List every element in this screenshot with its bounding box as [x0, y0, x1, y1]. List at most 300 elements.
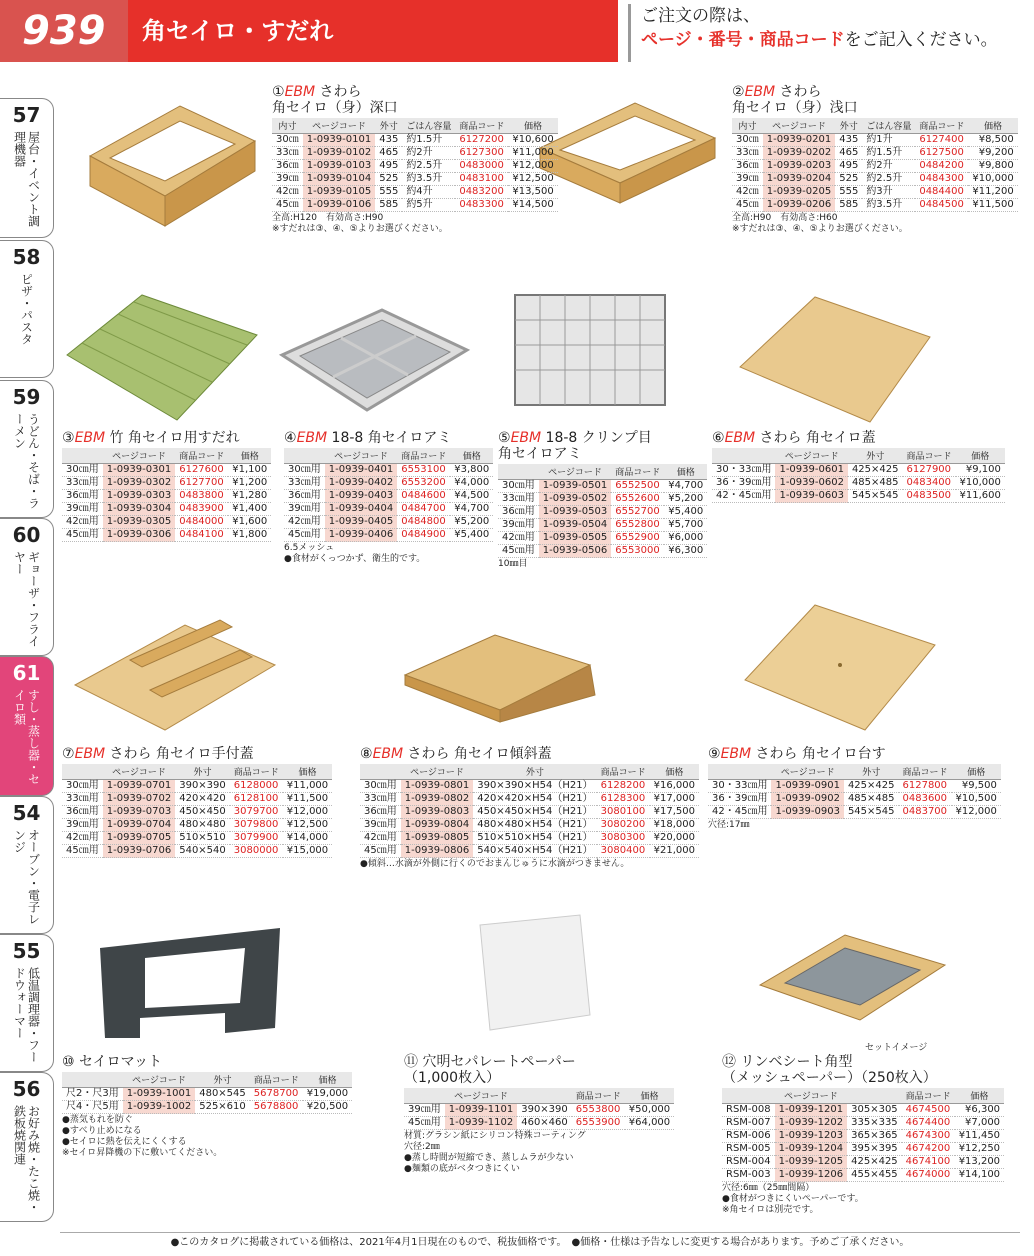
table-cell: 約2.5升 [862, 173, 915, 186]
table-cell: 6553200 [397, 477, 450, 490]
table-cell: 6127700 [175, 477, 228, 490]
table-cell: ¥1,400 [228, 503, 271, 516]
table-row [62, 464, 271, 477]
table-row [708, 793, 1001, 806]
product-note: ●蒸気もれを防ぐ ●すべり止めになる ●セイロに熱を伝えにくくする ※セイロ昇降機の下に敷いてください。 [62, 1115, 223, 1158]
table-row [404, 1104, 674, 1117]
table-cell: 1-0939-0105 [303, 186, 375, 199]
table-row [62, 490, 271, 503]
table-cell: 42㎝用 [498, 532, 539, 545]
tab-60[interactable] [0, 518, 54, 656]
table-cell: 1-0939-0802 [401, 793, 473, 806]
table-cell: 約4升 [402, 186, 455, 199]
spec-table [498, 464, 707, 558]
table-cell: 525 [375, 173, 402, 186]
table-cell: 1-0939-0205 [763, 186, 835, 199]
table-cell: 435 [835, 134, 862, 147]
tab-number: 54 [12, 801, 41, 825]
product-note: 穴径:17㎜ [708, 820, 750, 830]
table-cell: ¥4,700 [450, 503, 493, 516]
table-header-row [272, 118, 558, 134]
product-p1 [272, 84, 558, 235]
table-row [284, 477, 493, 490]
tab-54[interactable] [0, 796, 54, 934]
table-header-row [360, 764, 699, 780]
product-p11 [404, 1054, 674, 1175]
column-header: 外寸 [175, 764, 230, 780]
table-cell: 3080400 [597, 845, 650, 858]
table-row [360, 780, 699, 793]
table-row [62, 516, 271, 529]
table-cell: 1-0939-1205 [775, 1156, 847, 1169]
table-cell: 1-0939-1102 [445, 1117, 517, 1130]
column-header: 商品コード [597, 764, 650, 780]
product-name: さわら 角セイロ台す [751, 746, 886, 762]
table-cell: 545×545 [844, 806, 899, 819]
table-cell: 6552700 [611, 506, 664, 519]
column-header: 価格 [303, 1072, 352, 1088]
table-header-row [284, 448, 493, 464]
tab-56[interactable] [0, 1072, 54, 1222]
table-cell: 3079800 [230, 819, 283, 832]
table-cell: 6552600 [611, 493, 664, 506]
product-title [62, 746, 332, 762]
table-cell: 510×510×H54（H21） [473, 832, 596, 845]
table-cell: ¥9,100 [956, 464, 1005, 477]
table-cell: RSM-004 [722, 1156, 775, 1169]
table-row [62, 845, 332, 858]
table-cell: 6127800 [899, 780, 952, 793]
table-cell: 4674500 [902, 1104, 955, 1117]
table-cell: 約3.5升 [862, 199, 915, 212]
table-cell: 510×510 [175, 832, 230, 845]
spec-table [732, 118, 1018, 212]
table-cell: 1-0939-0602 [775, 477, 847, 490]
table-cell: 0483400 [903, 477, 956, 490]
column-header: 外寸 [835, 118, 862, 134]
table-cell: ¥12,250 [955, 1143, 1004, 1156]
table-header-row [722, 1088, 1004, 1104]
table-cell: 4674100 [902, 1156, 955, 1169]
table-cell: ¥14,100 [955, 1169, 1004, 1182]
tab-number: 61 [12, 661, 41, 685]
table-cell: ¥1,100 [228, 464, 271, 477]
table-cell: ¥10,000 [956, 477, 1005, 490]
table-cell: 525 [835, 173, 862, 186]
product-number: ② [732, 84, 745, 100]
tab-55[interactable] [0, 934, 54, 1072]
table-cell: ¥12,000 [283, 806, 332, 819]
product-title [360, 746, 699, 762]
table-cell: 1-0939-0203 [763, 160, 835, 173]
table-cell: ¥21,000 [650, 845, 699, 858]
table-cell: 1-0939-0403 [325, 490, 397, 503]
table-row [62, 477, 271, 490]
column-header [708, 764, 771, 780]
tab-61[interactable] [0, 656, 54, 796]
table-cell: 0483300 [455, 199, 508, 212]
table-header-row [498, 464, 707, 480]
table-cell: 420×420×H54（H21） [473, 793, 596, 806]
table-row [712, 490, 1005, 503]
notice-line1: ご注文の際は、 [641, 6, 760, 26]
tab-number: 57 [12, 103, 41, 127]
table-row [62, 503, 271, 516]
column-header: 外寸 [375, 118, 402, 134]
table-cell: 0483900 [175, 503, 228, 516]
product-p4 [284, 430, 493, 565]
table-row [284, 490, 493, 503]
tab-label: うどん・そば・ラーメン [12, 413, 41, 509]
product-number: ⑨ [708, 746, 721, 762]
table-cell: 1-0939-1001 [123, 1088, 195, 1101]
table-cell: ¥15,000 [283, 845, 332, 858]
table-cell: ¥9,200 [968, 147, 1017, 160]
table-cell: 尺4・尺5用 [62, 1101, 123, 1114]
table-cell: 1-0939-0406 [325, 529, 397, 542]
column-header: 商品コード [230, 764, 283, 780]
table-cell: 約5升 [402, 199, 455, 212]
table-cell: 45㎝用 [62, 529, 103, 542]
table-cell: 30㎝用 [62, 780, 103, 793]
table-cell: 0483500 [903, 490, 956, 503]
table-cell: 335×335 [847, 1117, 902, 1130]
table-cell: ¥6,000 [664, 532, 707, 545]
table-cell: ¥7,000 [955, 1117, 1004, 1130]
column-header: ページコード [325, 448, 397, 464]
table-cell: 39㎝用 [404, 1104, 445, 1117]
table-cell: ¥3,800 [450, 464, 493, 477]
product-name: さわら 角セイロ（身）深口 [272, 84, 398, 116]
table-row [498, 532, 707, 545]
table-row [404, 1117, 674, 1130]
table-cell: 1-0939-0703 [103, 806, 175, 819]
table-row [722, 1117, 1004, 1130]
table-cell: 6127600 [175, 464, 228, 477]
column-header [517, 1088, 572, 1104]
table-cell: 尺2・尺3用 [62, 1088, 123, 1101]
product-name: 竹 角セイロ用すだれ [105, 430, 240, 446]
table-cell: 0484600 [397, 490, 450, 503]
tab-58[interactable] [0, 240, 54, 378]
table-cell: 6127900 [903, 464, 956, 477]
table-cell: 495 [375, 160, 402, 173]
table-cell: 1-0939-0502 [539, 493, 611, 506]
product-p2 [732, 84, 1018, 235]
table-cell: ¥11,200 [968, 186, 1017, 199]
column-header: 価格 [228, 448, 271, 464]
table-cell: 545×545 [848, 490, 903, 503]
table-cell: ¥11,450 [955, 1130, 1004, 1143]
table-cell: 39㎝用 [62, 819, 103, 832]
table-cell: 365×365 [847, 1130, 902, 1143]
table-cell: RSM-005 [722, 1143, 775, 1156]
table-cell: 6552500 [611, 480, 664, 493]
table-row [708, 806, 1001, 819]
product-number: ⑤ [498, 430, 511, 446]
table-cell: 1-0939-0704 [103, 819, 175, 832]
table-row [62, 529, 271, 542]
column-header: 価格 [968, 118, 1017, 134]
table-cell: 36・39㎝用 [712, 477, 775, 490]
table-cell: ¥5,400 [664, 506, 707, 519]
table-cell: 5678700 [250, 1088, 303, 1101]
column-header: ごはん容量 [402, 118, 455, 134]
column-header: ページコード [123, 1072, 195, 1088]
table-cell: 39㎝用 [284, 503, 325, 516]
product-image-7 [70, 610, 280, 740]
set-image-caption: セットイメージ [865, 1043, 928, 1053]
column-header: 価格 [450, 448, 493, 464]
brand-label: EBM [724, 430, 756, 446]
table-cell: 0484100 [175, 529, 228, 542]
table-cell: 495 [835, 160, 862, 173]
table-cell: 1-0939-0401 [325, 464, 397, 477]
spec-table [272, 118, 558, 212]
tab-number: 59 [12, 385, 41, 409]
column-header: ページコード [303, 118, 375, 134]
column-header: 商品コード [250, 1072, 303, 1088]
table-cell: 0483700 [899, 806, 952, 819]
spec-table [360, 764, 699, 858]
product-number: ① [272, 84, 285, 100]
column-header [284, 448, 325, 464]
table-cell: 0484800 [397, 516, 450, 529]
table-cell: ¥50,000 [625, 1104, 674, 1117]
tab-number: 58 [12, 245, 41, 269]
table-cell: 42・45㎝用 [712, 490, 775, 503]
table-row [62, 1101, 352, 1114]
table-cell: 1-0939-0405 [325, 516, 397, 529]
table-cell: 3080100 [597, 806, 650, 819]
table-cell: 1-0939-0102 [303, 147, 375, 160]
product-title [732, 84, 1018, 116]
table-cell: 36㎝用 [62, 490, 103, 503]
table-header-row [62, 1072, 352, 1088]
table-cell: 1-0939-1206 [775, 1169, 847, 1182]
table-cell: 555 [375, 186, 402, 199]
table-cell: 1-0939-0503 [539, 506, 611, 519]
product-p5 [498, 430, 707, 570]
table-cell: 36㎝ [272, 160, 303, 173]
table-cell: 1-0939-0504 [539, 519, 611, 532]
table-cell: ¥16,000 [650, 780, 699, 793]
table-cell: 6128000 [230, 780, 283, 793]
tab-number: 56 [12, 1077, 41, 1101]
table-cell: 0484500 [915, 199, 968, 212]
product-p7 [62, 746, 332, 858]
column-header: 価格 [625, 1088, 674, 1104]
table-cell: 1-0939-0104 [303, 173, 375, 186]
page-title: 角セイロ・すだれ [128, 0, 618, 62]
product-number: ⑫ [722, 1054, 736, 1070]
product-title [498, 430, 707, 462]
table-row [62, 806, 332, 819]
tab-59[interactable] [0, 380, 54, 518]
product-title [712, 430, 1005, 446]
table-cell: 3079700 [230, 806, 283, 819]
column-header: ページコード [401, 764, 473, 780]
table-cell: ¥8,500 [968, 134, 1017, 147]
column-header [62, 764, 103, 780]
spec-table [62, 448, 271, 542]
product-name: リンベシート角型 （メッシュペーパー）（250枚入） [722, 1054, 937, 1086]
table-row [732, 173, 1018, 186]
table-cell: 3080000 [230, 845, 283, 858]
table-row [272, 173, 558, 186]
product-name: セイロマット [74, 1054, 163, 1070]
column-header: 価格 [952, 764, 1001, 780]
table-cell: ¥6,300 [955, 1104, 1004, 1117]
column-header [62, 1072, 123, 1088]
table-cell: 6127200 [455, 134, 508, 147]
table-cell: 0483100 [455, 173, 508, 186]
column-header [498, 464, 539, 480]
table-cell: 0484000 [175, 516, 228, 529]
table-cell: 1-0939-0304 [103, 503, 175, 516]
table-cell: 390×390 [517, 1104, 572, 1117]
table-cell: ¥12,000 [952, 806, 1001, 819]
product-image-4 [272, 300, 472, 430]
table-row [284, 464, 493, 477]
table-cell: 1-0939-0804 [401, 819, 473, 832]
brand-label: EBM [372, 746, 404, 762]
brand-label: EBM [284, 84, 316, 100]
table-row [498, 480, 707, 493]
table-cell: ¥6,300 [664, 545, 707, 558]
product-title [272, 84, 558, 116]
product-title [722, 1054, 1004, 1086]
table-cell: 45㎝用 [284, 529, 325, 542]
product-number: ⑪ [404, 1054, 418, 1070]
column-header: ページコード [771, 764, 843, 780]
table-cell: ¥1,280 [228, 490, 271, 503]
table-cell: 540×540×H54（H21） [473, 845, 596, 858]
table-cell: ¥20,000 [650, 832, 699, 845]
table-cell: 555 [835, 186, 862, 199]
table-cell: 45㎝ [732, 199, 763, 212]
brand-label: EBM [74, 430, 106, 446]
table-cell: 585 [835, 199, 862, 212]
table-cell: 36㎝用 [284, 490, 325, 503]
table-cell: 485×485 [848, 477, 903, 490]
table-cell: ¥5,200 [450, 516, 493, 529]
brand-label: EBM [510, 430, 542, 446]
table-cell: 6552900 [611, 532, 664, 545]
table-row [62, 793, 332, 806]
product-name: さわら 角セイロ手付蓋 [105, 746, 254, 762]
table-cell: ¥10,600 [508, 134, 557, 147]
table-cell: 36㎝用 [360, 806, 401, 819]
table-cell: ¥13,500 [508, 186, 557, 199]
table-cell: ¥14,000 [283, 832, 332, 845]
table-cell: ¥1,600 [228, 516, 271, 529]
column-header: ごはん容量 [862, 118, 915, 134]
table-cell: 0483200 [455, 186, 508, 199]
table-cell: 45㎝用 [404, 1117, 445, 1130]
table-cell: 1-0939-0306 [103, 529, 175, 542]
table-cell: 0483600 [899, 793, 952, 806]
table-cell: 42・45㎝用 [708, 806, 771, 819]
product-note: 全高:H120 有効高さ:H90 ※すだれは③、④、⑤よりお選びください。 [272, 213, 448, 234]
product-image-10 [95, 918, 285, 1043]
table-cell: 36㎝用 [498, 506, 539, 519]
table-cell: 6128100 [230, 793, 283, 806]
footer-note: ●このカタログに掲載されている価格は、2021年4月1日現在のもので、税抜価格です。 ●価格・仕様は予告なしに変更する場合があります。予めご了承ください。 [60, 1232, 1020, 1252]
table-row [498, 493, 707, 506]
table-cell: 465 [375, 147, 402, 160]
product-image-12 [750, 910, 950, 1040]
tab-label: ギョーザ・フライヤー [12, 551, 41, 647]
tab-label: お好み焼・たこ焼・鉄板焼関連 [12, 1105, 41, 1213]
table-cell: RSM-006 [722, 1130, 775, 1143]
table-cell: 1-0939-0305 [103, 516, 175, 529]
table-cell: 1-0939-0702 [103, 793, 175, 806]
table-row [712, 464, 1005, 477]
table-cell: ¥5,700 [664, 519, 707, 532]
column-header: 商品コード [572, 1088, 625, 1104]
table-cell: 42㎝用 [62, 516, 103, 529]
table-cell: ¥4,000 [450, 477, 493, 490]
table-row [498, 506, 707, 519]
table-cell: 425×425 [847, 1156, 902, 1169]
tab-57[interactable] [0, 98, 54, 238]
notice-highlight: ページ・番号・商品コード [641, 30, 845, 50]
column-header: 外寸 [848, 448, 903, 464]
table-cell: 6127500 [915, 147, 968, 160]
product-image-3 [62, 290, 262, 425]
product-name: 18-8 角セイロアミ [327, 430, 452, 446]
table-row [272, 186, 558, 199]
table-cell: 約1.5升 [402, 134, 455, 147]
table-row [732, 186, 1018, 199]
table-cell: 45㎝用 [498, 545, 539, 558]
table-cell: ¥11,500 [968, 199, 1017, 212]
table-row [722, 1156, 1004, 1169]
table-cell: 390×390 [175, 780, 230, 793]
table-cell: 1-0939-0601 [775, 464, 847, 477]
table-row [62, 1088, 352, 1101]
table-cell: ¥11,000 [283, 780, 332, 793]
column-header: 内寸 [732, 118, 763, 134]
table-cell: 6552800 [611, 519, 664, 532]
table-header-row [708, 764, 1001, 780]
product-number: ③ [62, 430, 75, 446]
table-cell: 約2升 [402, 147, 455, 160]
page-number: 939 [0, 0, 128, 62]
brand-label: EBM [720, 746, 752, 762]
notice-rest: をご記入ください。 [844, 30, 998, 50]
table-cell: 1-0939-0705 [103, 832, 175, 845]
product-p6 [712, 430, 1005, 503]
column-header: 価格 [955, 1088, 1004, 1104]
product-title [284, 430, 493, 446]
table-cell: 1-0939-0701 [103, 780, 175, 793]
table-cell: ¥5,200 [664, 493, 707, 506]
table-header-row [404, 1088, 674, 1104]
table-cell: 1-0939-0903 [771, 806, 843, 819]
table-cell: 1-0939-0706 [103, 845, 175, 858]
table-cell: 0483800 [175, 490, 228, 503]
table-cell: 36㎝用 [62, 806, 103, 819]
table-cell: 1-0939-0301 [103, 464, 175, 477]
table-row [62, 819, 332, 832]
page-header [0, 0, 1034, 68]
table-cell: ¥11,600 [956, 490, 1005, 503]
product-number: ⑩ [62, 1054, 75, 1070]
brand-label: EBM [744, 84, 776, 100]
table-header-row [62, 448, 271, 464]
